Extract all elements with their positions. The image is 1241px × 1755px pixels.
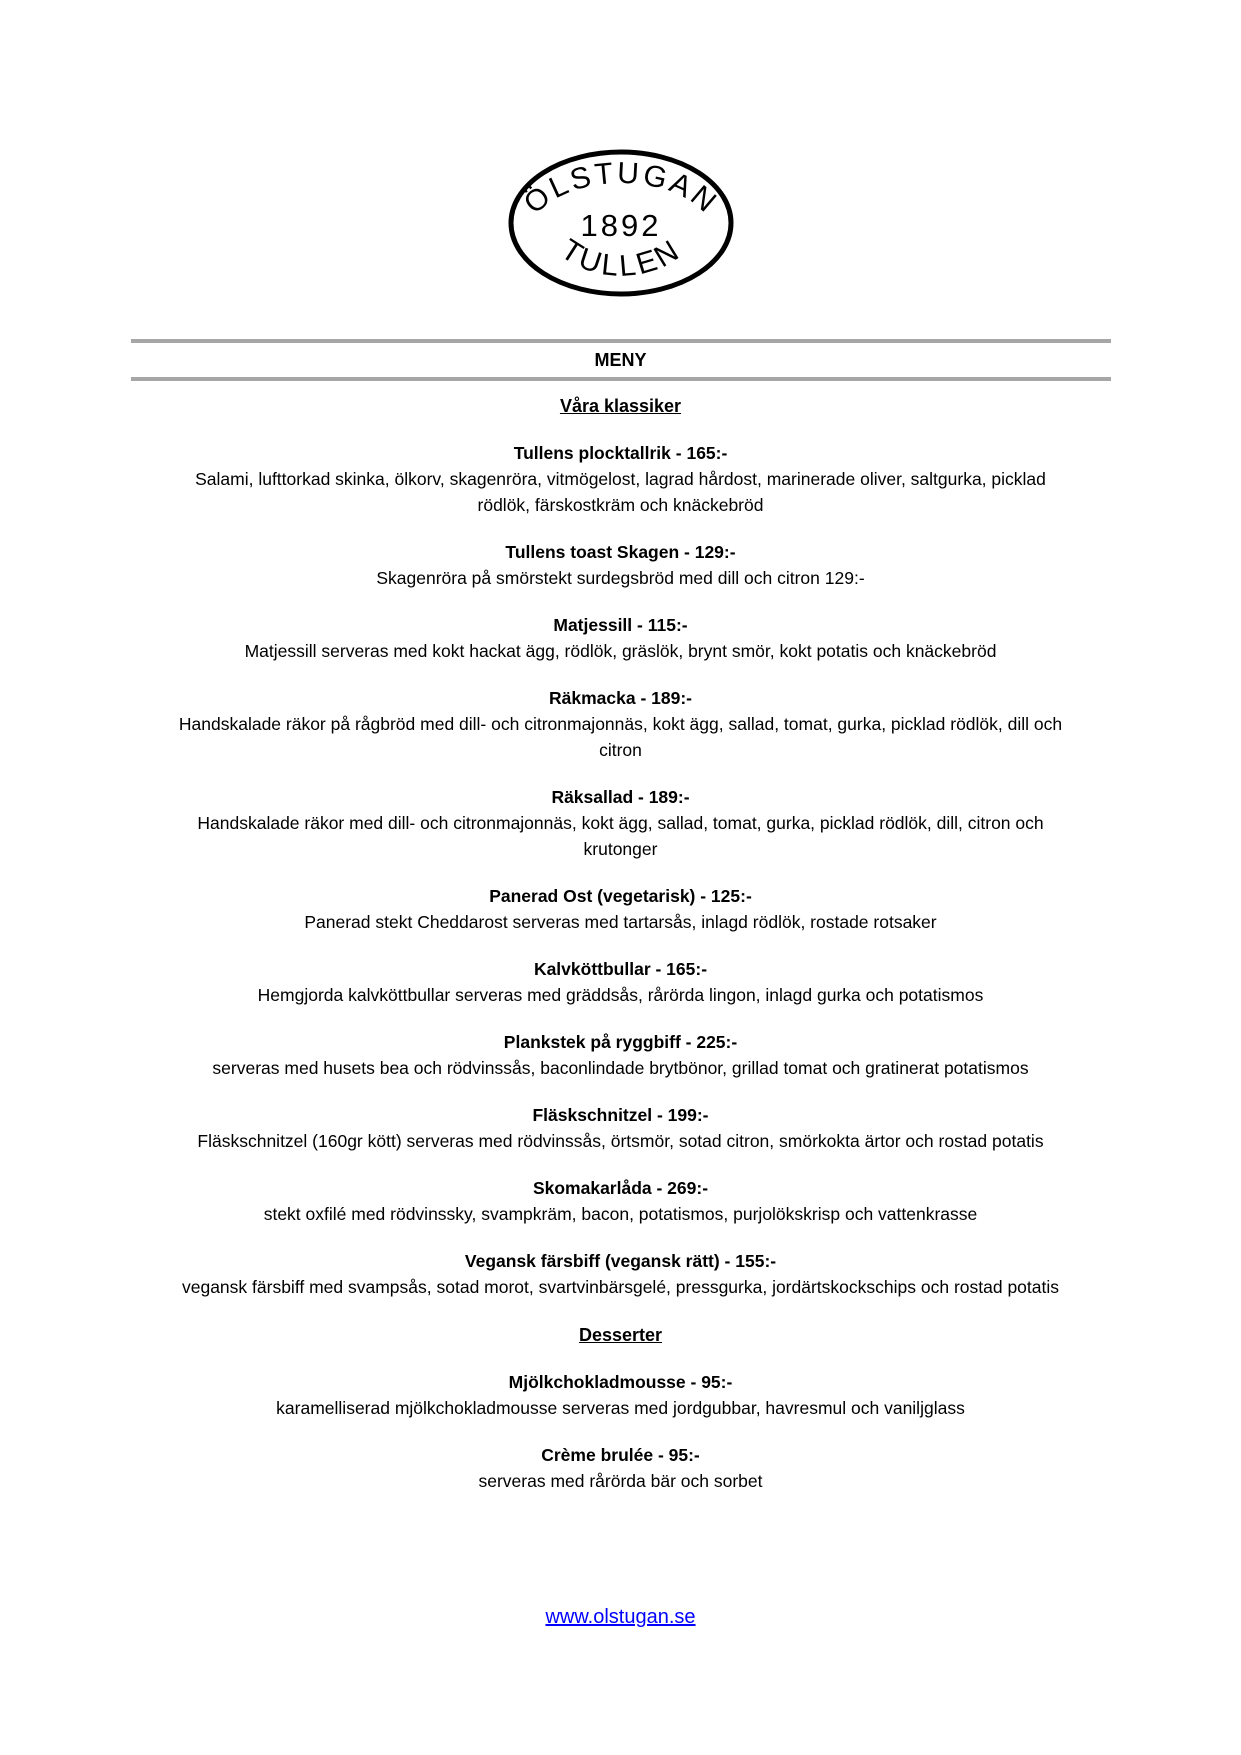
- menu-item-mjolkchokladmousse: [131, 1369, 1111, 1421]
- menu-item-flaskschnitzel: [131, 1102, 1111, 1154]
- logo-top-text: ÖLSTUGAN: [517, 156, 724, 221]
- menu-item-rakmacka: [131, 685, 1111, 763]
- item-description: karamelliserad mjölkchokladmousse serveras med jordgubbar, havresmul och vaniljglass: [276, 1398, 965, 1418]
- item-title: Räksallad - 189:-: [551, 787, 690, 807]
- item-description: serveras med rårörda bär och sorbet: [478, 1471, 763, 1491]
- menu-item-creme-brulee: [131, 1442, 1111, 1494]
- item-description: serveras med husets bea och rödvinssås, baconlindade brytbönor, grillad tomat och gratinerat potatismos: [212, 1058, 1029, 1078]
- item-title: Tullens toast Skagen - 129:-: [505, 542, 736, 562]
- item-description: Fläskschnitzel (160gr kött) serveras med rödvinssås, örtsmör, sotad citron, smörkokta ärtor och rostad potatis: [197, 1131, 1044, 1151]
- item-title: Plankstek på ryggbiff - 225:-: [503, 1032, 738, 1052]
- logo-year-text: 1892: [580, 208, 661, 243]
- item-description: stekt oxfilé med rödvinssky, svampkräm, bacon, potatismos, purjolökskrisp och vattenkrasse: [263, 1204, 978, 1224]
- menu-item-plankstek: [131, 1029, 1111, 1081]
- section-heading-desserter: Desserter: [578, 1325, 663, 1345]
- menu-item-skomakarlada: [131, 1175, 1111, 1227]
- item-title: Matjessill - 115:-: [553, 615, 688, 635]
- section-heading-klassiker: Våra klassiker: [559, 396, 682, 416]
- menu-item-plocktallrik: [131, 440, 1111, 518]
- menu-title: MENY: [594, 350, 647, 370]
- footer: [0, 1606, 1241, 1629]
- menu-item-raksallad: [131, 784, 1111, 862]
- menu-sections: [131, 393, 1111, 1494]
- item-description: Handskalade räkor med dill- och citronmajonnäs, kokt ägg, sallad, tomat, gurka, picklad rödlök, dill, citron och krutonger: [197, 813, 1044, 859]
- menu-item-vegansk-farsbiff: [131, 1248, 1111, 1300]
- item-title: Crème brulée - 95:-: [541, 1445, 700, 1465]
- item-title: Räkmacka - 189:-: [549, 688, 692, 708]
- item-title: Vegansk färsbiff (vegansk rätt) - 155:-: [464, 1251, 777, 1271]
- item-description: Panerad stekt Cheddarost serveras med tartarsås, inlagd rödlök, rostade rotsaker: [304, 912, 937, 932]
- item-description: Hemgjorda kalvköttbullar serveras med gräddsås, rårörda lingon, inlagd gurka och potatismos: [257, 985, 984, 1005]
- item-description: Handskalade räkor på rågbröd med dill- och citronmajonnäs, kokt ägg, sallad, tomat, gurka, picklad rödlök, dill och citron: [178, 714, 1063, 760]
- website-link[interactable]: www.olstugan.se: [545, 1606, 696, 1628]
- menu-item-panerad-ost: [131, 883, 1111, 935]
- menu-item-toast-skagen: [131, 539, 1111, 591]
- item-description: Skagenröra på smörstekt surdegsbröd med dill och citron 129:-: [376, 568, 865, 588]
- item-title: Tullens plocktallrik - 165:-: [513, 443, 728, 463]
- logo: [506, 146, 736, 301]
- menu-title-bar: [131, 339, 1111, 381]
- item-description: vegansk färsbiff med svampsås, sotad morot, svartvinbärsgelé, pressgurka, jordärtskockschips och rostad potatis: [181, 1277, 1060, 1297]
- item-title: Kalvköttbullar - 165:-: [533, 959, 708, 979]
- item-title: Skomakarlåda - 269:-: [532, 1178, 709, 1198]
- item-title: Mjölkchokladmousse - 95:-: [508, 1372, 733, 1392]
- item-description: Matjessill serveras med kokt hackat ägg, rödlök, gräslök, brynt smör, kokt potatis och knäckebröd: [244, 641, 997, 661]
- item-title: Panerad Ost (vegetarisk) - 125:-: [489, 886, 752, 906]
- item-title: Fläskschnitzel - 199:-: [532, 1105, 709, 1125]
- menu-item-kalvkottbullar: [131, 956, 1111, 1008]
- menu-item-matjessill: [131, 612, 1111, 664]
- item-description: Salami, lufttorkad skinka, ölkorv, skagenröra, vitmögelost, lagrad hårdost, marinerade oliver, saltgurka, picklad rödlök, färskostkräm och knäckebröd: [195, 469, 1046, 515]
- logo-bottom-text: TULLEN: [554, 232, 687, 284]
